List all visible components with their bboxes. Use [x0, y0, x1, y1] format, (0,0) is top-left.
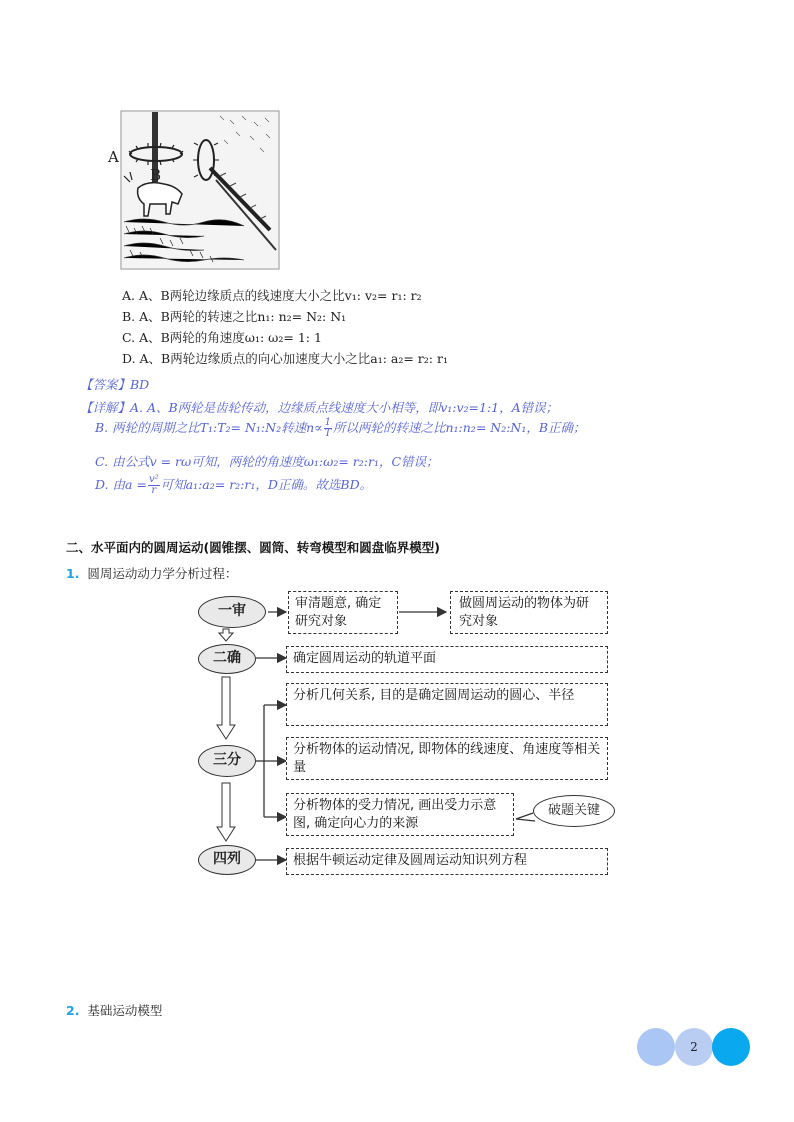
step-fen: [198, 745, 256, 777]
explanation-d-text: D. 由a =: [95, 477, 147, 492]
step-que-label: 二确: [213, 650, 241, 666]
item-1: [66, 564, 237, 582]
fraction-denominator: T: [324, 428, 332, 439]
explanation-d: [95, 475, 372, 496]
explanation-b-text: B. 两轮的周期之比T₁:T₂= N₁:N₂转速n∝: [95, 420, 323, 435]
fraction-denominator: r: [151, 485, 157, 496]
item-1-number: 1.: [66, 566, 80, 581]
page-number-circle: [675, 1028, 713, 1066]
answer-line: 【答案】BD: [80, 377, 150, 392]
key-callout-bubble: [533, 795, 615, 827]
box-fen-force: 分析物体的受力情况, 画出受力示意图, 确定向心力的来源: [286, 793, 514, 836]
fraction-1-over-t: [324, 418, 332, 439]
item-2: [66, 1001, 162, 1019]
option-b: B. A、B两轮的转速之比n₁: n₂= N₂: N₁: [122, 309, 347, 324]
step-lie: [198, 845, 256, 875]
box-fen-motion: 分析物体的运动情况, 即物体的线速度、角速度等相关量: [286, 737, 608, 780]
option-a: A. A、B两轮边缘质点的线速度大小之比v₁: v₂= r₁: r₂: [122, 288, 422, 303]
item-2-text: 基础运动模型: [87, 1003, 163, 1018]
explanation-c: C. 由公式v = rω可知，两轮的角速度ω₁:ω₂= r₂:r₁，C错误；: [95, 454, 439, 469]
page-number: 2: [690, 1040, 698, 1054]
step-fen-label: 三分: [213, 752, 241, 768]
fraction-v2-over-r: [148, 475, 160, 496]
step-que: [198, 644, 256, 674]
step-shen-label: 一审: [218, 603, 246, 619]
gear-illustration: [120, 110, 280, 270]
explanation-d-tail: 可知a₁:a₂= r₂:r₁，D正确。故选BD。: [160, 477, 373, 492]
explanation-b: [95, 418, 586, 439]
fraction-numerator: 1: [324, 417, 331, 428]
key-callout-text: 破题关键: [547, 803, 600, 818]
page-deco-circle-right: [712, 1028, 750, 1066]
box-fen-geometry: 分析几何关系, 目的是确定圆周运动的圆心、半径: [286, 683, 608, 726]
step-shen: [198, 596, 266, 628]
explanation-b-tail: 所以两轮的转速之比n₁:n₂= N₂:N₁，B正确；: [332, 420, 586, 435]
explanation-a: 【详解】A. A、B两轮是齿轮传动，边缘质点线速度大小相等，即v₁:v₂=1:1，A错误；: [80, 400, 559, 415]
page-deco-circle-left: [637, 1028, 675, 1066]
step-lie-label: 四列: [213, 851, 241, 867]
box-shen: 审清题意, 确定研究对象: [288, 591, 398, 634]
gear-label-a: A: [108, 148, 119, 166]
item-1-text: 圆周运动动力学分析过程：: [87, 566, 238, 581]
gear-label-b: B: [150, 166, 162, 184]
fraction-numerator: v²: [148, 474, 159, 485]
box-lie: 根据牛顿运动定律及圆周运动知识列方程: [286, 848, 608, 875]
option-d: D. A、B两轮边缘质点的向心加速度大小之比a₁: a₂= r₂: r₁: [122, 351, 448, 366]
box-que: 确定圆周运动的轨道平面: [286, 646, 608, 673]
box-research-object: 做圆周运动的物体为研究对象: [450, 591, 608, 634]
option-c: C. A、B两轮的角速度ω₁: ω₂= 1: 1: [122, 330, 322, 345]
section-title: 二、水平面内的圆周运动(圆锥摆、圆筒、转弯模型和圆盘临界模型): [66, 540, 440, 555]
item-2-number: 2.: [66, 1003, 80, 1018]
